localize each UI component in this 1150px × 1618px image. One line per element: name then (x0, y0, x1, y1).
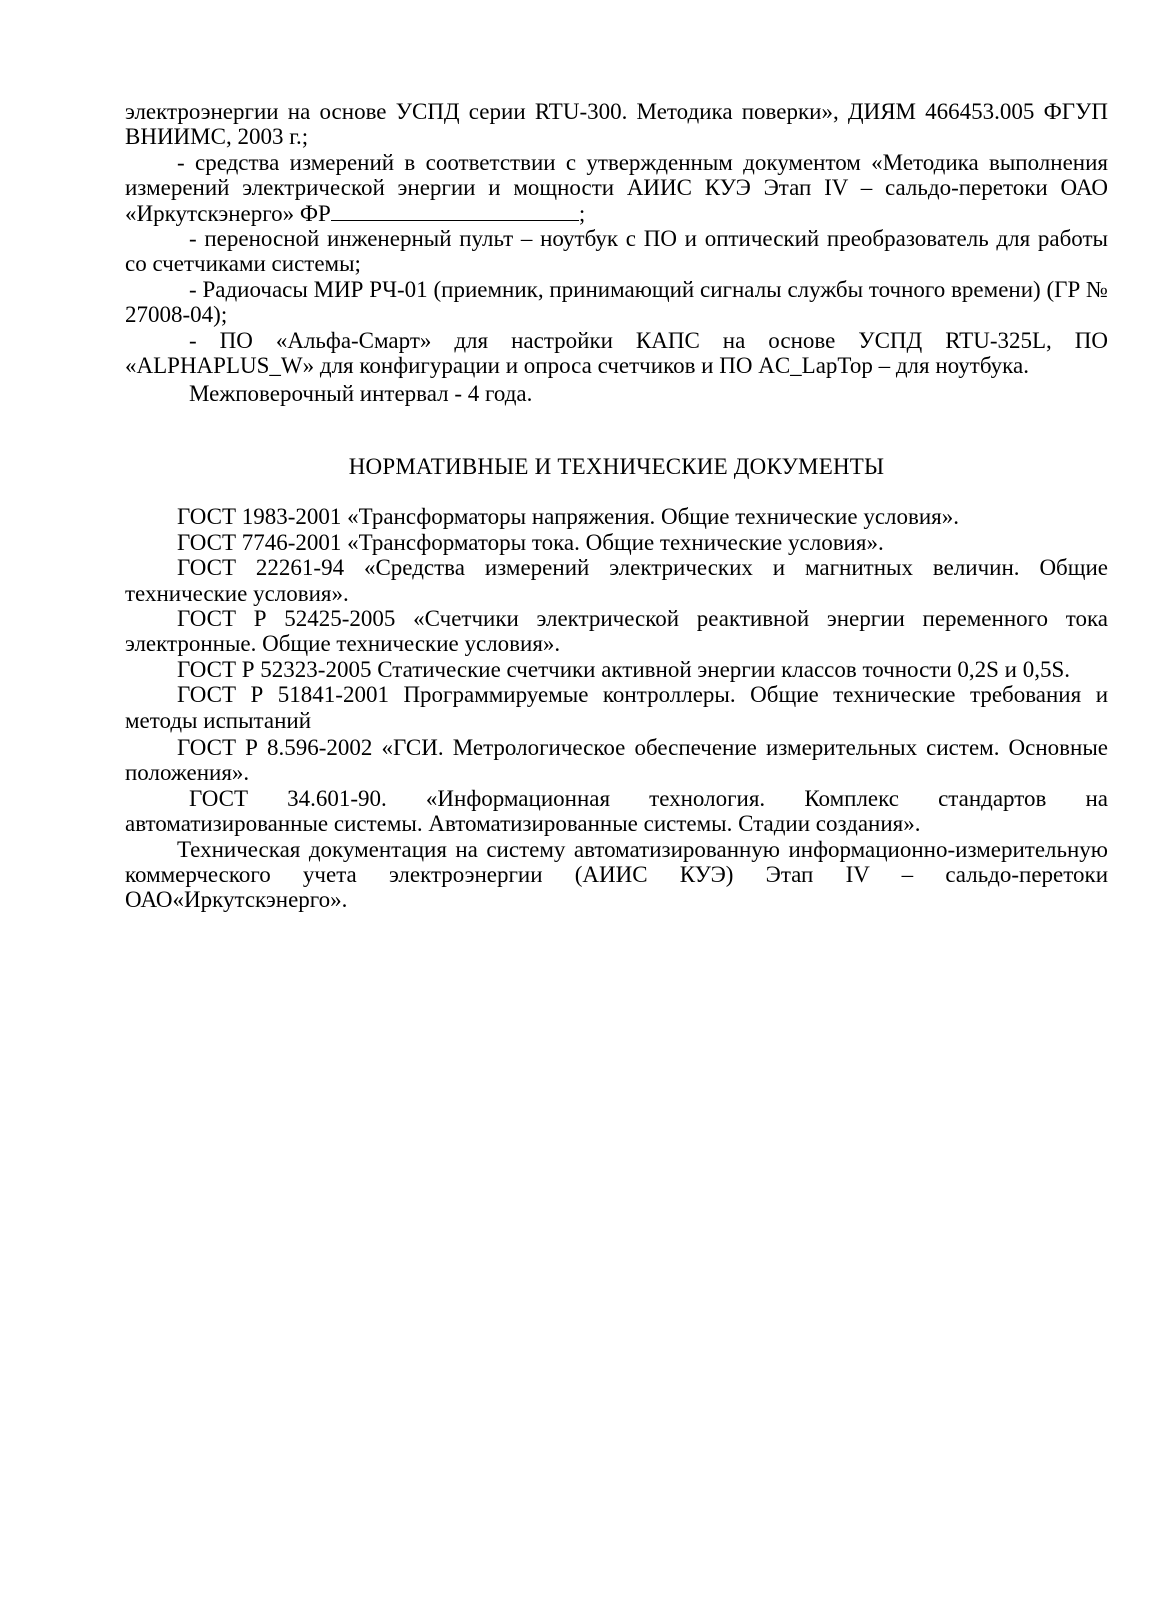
bullet-software: - ПО «Альфа-Смарт» для настройки КАПС на основе УСПД RTU-325L, ПО «ALPHAPLUS_W» для конфигурации и опроса счетчиков и ПО AC_LapTop – для ноутбука. (125, 327, 1108, 379)
document-item: ГОСТ 7746-2001 «Трансформаторы тока. Общие технические условия». (177, 529, 884, 555)
document-item: ГОСТ 1983-2001 «Трансформаторы напряжения. Общие технические условия». (177, 504, 959, 530)
document-item: ГОСТ Р 52425-2005 «Счетчики электрической реактивной энергии переменного тока электронные. Общие технические условия». (125, 605, 1108, 657)
intro-paragraph: электроэнергии на основе УСПД серии RTU-300. Методика поверки», ДИЯМ 466453.005 ФГУП ВНИИМС, 2003 г.; (125, 99, 1108, 150)
bullet-text: - средства измерений в соответствии с утвержденным документом «Методика выполнения измерений электрической энергии и мощности АИИС КУЭ Этап IV – сальдо-перетоки ОАО «Иркутскэнерго» ФР (125, 149, 1108, 226)
document-item: ГОСТ Р 51841-2001 Программируемые контроллеры. Общие технические требования и методы испытаний (125, 682, 1108, 733)
bullet-measuring-means (125, 150, 1108, 226)
bullet-text-end: ; (578, 200, 586, 226)
calibration-interval: Межповерочный интервал - 4 года. (189, 381, 533, 407)
bullet-radio-clock: - Радиочасы МИР РЧ-01 (приемник, принимающий сигналы службы точного времени) (ГР № 27008-04); (125, 276, 1108, 328)
document-item: ГОСТ Р 8.596-2002 «ГСИ. Метрологическое обеспечение измерительных систем. Основные положения». (125, 734, 1108, 786)
document-body (125, 99, 1108, 913)
document-item: ГОСТ Р 52323-2005 Статические счетчики активной энергии классов точности 0,2S и 0,5S. (177, 656, 1071, 682)
section-title: НОРМАТИВНЫЕ И ТЕХНИЧЕСКИЕ ДОКУМЕНТЫ (348, 453, 885, 479)
bullet-engineering-console: - переносной инженерный пульт – ноутбук с ПО и оптический преобразователь для работы со счетчиками системы; (125, 226, 1108, 277)
document-item: Техническая документация на систему автоматизированную информационно-измерительную коммерческого учета электроэнергии (АИИС КУЭ) Этап IV – сальдо-перетоки ОАО«Иркутскэнерго». (125, 836, 1108, 913)
blank-line (331, 202, 579, 221)
document-item: ГОСТ 22261-94 «Средства измерений электрических и магнитных величин. Общие технические условия». (125, 555, 1108, 606)
document-item: ГОСТ 34.601-90. «Информационная технология. Комплекс стандартов на автоматизированные системы. Автоматизированные системы. Стадии создания». (125, 785, 1108, 837)
